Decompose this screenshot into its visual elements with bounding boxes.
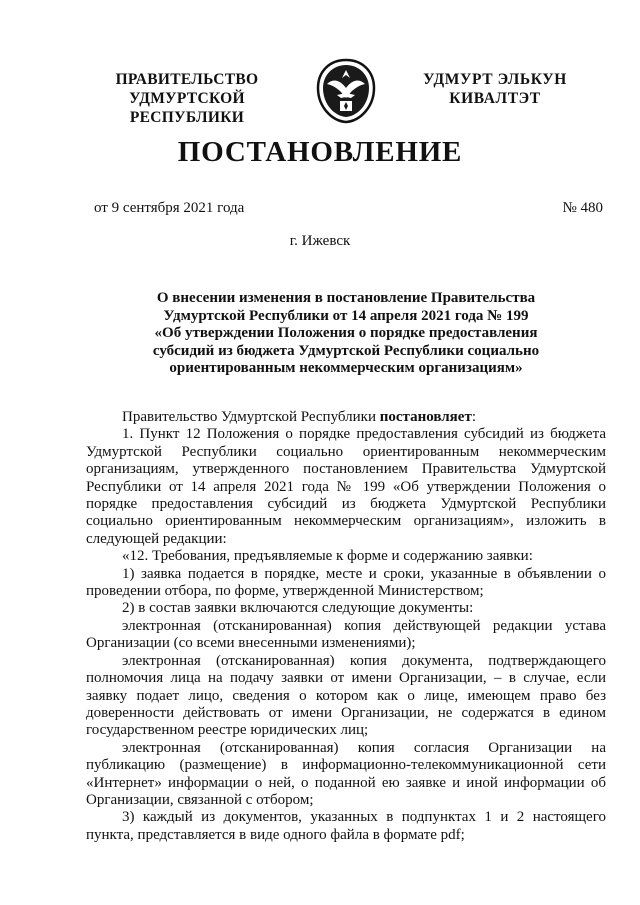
- intro-text: Правительство Удмуртской Республики: [122, 409, 380, 425]
- intro-verb: постановляет: [379, 409, 472, 425]
- document-city: г. Ижевск: [289, 233, 351, 249]
- intro-paragraph: [86, 409, 606, 426]
- body-paragraph: электронная (отсканированная) копия документа, подтверждающего полномочия лица на подачу заявки от имени Организации, – в случае, если заявку подает лицо, сведения о котором как о лице, имеющем право без доверенности действовать от имени Организации, не содержатся в едином государственном реестре юридических лиц;: [86, 652, 606, 739]
- title-line: «Об утверждении Положения о порядке предоставления: [154, 325, 538, 341]
- issuer-line-2: УДМУРТСКОЙ РЕСПУБЛИКИ: [129, 90, 245, 126]
- title-line: Удмуртской Республики от 14 апреля 2021 года № 199: [163, 307, 529, 324]
- body-paragraph: 1. Пункт 12 Положения о порядке предоставления субсидий из бюджета Удмуртской Республики социально ориентированным некоммерческим организациям, утвержденного постановлением Правительства Удмуртской Республики от 14 апреля 2021 года № 199 «Об утверждении Положения о порядке предоставления субсидий из бюджета Удмуртской Республики социально ориентированным некоммерческим организациям», изложить в следующей редакции:: [86, 426, 606, 547]
- body-paragraph: 3) каждый из документов, указанных в подпунктах 1 и 2 настоящего пункта, представляется в виде одного файла в формате pdf;: [86, 809, 606, 843]
- body-paragraph: 2) в состав заявки включаются следующие документы:: [122, 600, 474, 617]
- udmurtia-emblem-icon: [315, 58, 377, 124]
- title-line: субсидий из бюджета Удмуртской Республики социально: [152, 342, 540, 359]
- body-paragraph: электронная (отсканированная) копия действующей редакции устава Организации (со всеми внесенными изменениями);: [86, 617, 606, 652]
- document-header: [0, 58, 640, 128]
- body-paragraph: «12. Требования, предъявляемые к форме и содержанию заявки:: [122, 548, 533, 565]
- issuer-udmurt-line-1: УДМУРТ ЭЛЬКУН: [423, 71, 567, 88]
- issuer-udmurt-line-2: КИВАЛТЭТ: [449, 90, 541, 107]
- intro-colon: :: [471, 409, 476, 425]
- resolution-title: [130, 290, 562, 378]
- document-number: № 480: [562, 200, 603, 216]
- issuer-name-udmurt: [395, 70, 595, 108]
- document-body: [86, 409, 606, 844]
- document-type-title: ПОСТАНОВЛЕНИЕ: [177, 136, 463, 168]
- issuer-line-1: ПРАВИТЕЛЬСТВО: [115, 71, 259, 88]
- body-paragraph: 1) заявка подается в порядке, месте и сроки, указанные в объявлении о проведении отбора, по форме, утвержденной Министерством;: [86, 565, 606, 600]
- issuer-name-russian: [78, 70, 296, 127]
- body-paragraph: электронная (отсканированная) копия согласия Организации на публикацию (размещение) в информационно-телекоммуникационной сети «Интернет» информации о ней, о поданной ею заявке и иной информации об Организации, связанной с отбором;: [86, 739, 606, 808]
- title-line: ориентированным некоммерческим организациям»: [169, 360, 523, 376]
- title-line: О внесении изменения в постановление Правительства: [156, 290, 536, 306]
- document-date: от 9 сентября 2021 года: [94, 200, 245, 216]
